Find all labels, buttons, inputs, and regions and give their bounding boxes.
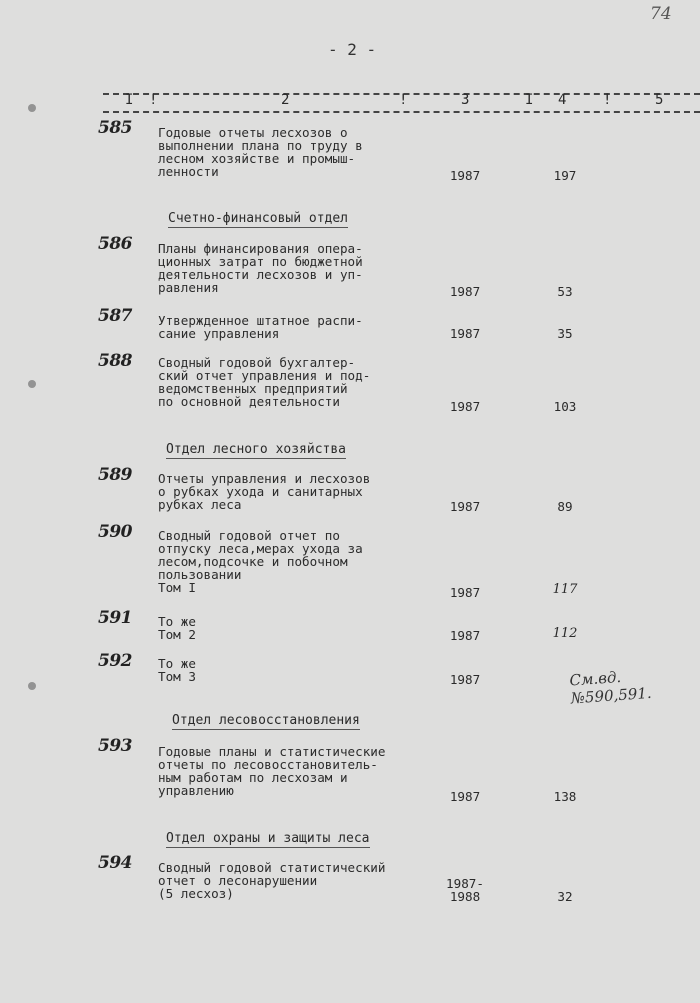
entry-year: 1987 bbox=[449, 585, 481, 600]
entry-year: 1987 bbox=[449, 628, 481, 643]
column-header-3: 3 bbox=[461, 92, 470, 108]
section-heading: Отдел лесного хозяйства bbox=[166, 442, 347, 457]
entry-title: То же Том 2 bbox=[158, 614, 196, 642]
entry-title: Сводный годовой бухгалтер- ский отчет управления и под- ведомственных предприятий по основной деятельности bbox=[158, 355, 371, 409]
section-heading: Отдел охраны и защиты леса bbox=[166, 831, 370, 846]
entry-title: Отчеты управления и лесхозов о рубках ухода и санитарных рубках леса bbox=[158, 471, 371, 512]
entry-number: 586 bbox=[98, 234, 132, 254]
section-heading: Отдел лесовосстановления bbox=[172, 713, 360, 728]
column-header-row: I ! 2 ! 3 I 4 ! 5 bbox=[103, 93, 700, 113]
entry-title: Утвержденное штатное распи- сание управления bbox=[158, 313, 363, 341]
binding-mark bbox=[28, 380, 36, 388]
entry-number: 587 bbox=[98, 306, 132, 326]
entry-sheets: 138 bbox=[553, 789, 577, 804]
binding-mark bbox=[28, 104, 36, 112]
entry-sheets: 103 bbox=[553, 399, 577, 414]
entry-sheets: 117 bbox=[552, 582, 578, 597]
entry-number: 591 bbox=[98, 608, 132, 628]
entry-number: 594 bbox=[98, 853, 132, 873]
entry-title: То же Том 3 bbox=[158, 656, 196, 684]
entry-sheets: 35 bbox=[557, 326, 573, 341]
column-header-2: 2 bbox=[281, 92, 290, 108]
archive-sheet-number: 74 bbox=[650, 4, 672, 24]
entry-title: Годовые планы и статистические отчеты по лесовосстановитель- ным работам по лесхозам и управлению bbox=[158, 744, 386, 798]
entry-year: 1987 bbox=[449, 326, 481, 341]
entry-year: 1987- 1988 bbox=[446, 876, 484, 904]
entry-title: Планы финансирования опера- ционных затрат по бюджетной деятельности лесхозов и уп- равления bbox=[158, 241, 363, 295]
entry-number: 588 bbox=[98, 351, 132, 371]
entry-number: 585 bbox=[98, 118, 132, 138]
entry-sheets: 89 bbox=[557, 499, 573, 514]
entry-year: 1987 bbox=[449, 399, 481, 414]
entry-title: Сводный годовой статистический отчет о лесонарушении (5 лесхоз) bbox=[158, 860, 386, 901]
entry-sheets: 197 bbox=[553, 168, 577, 183]
entry-number: 589 bbox=[98, 465, 132, 485]
entry-number: 590 bbox=[98, 522, 132, 542]
handwritten-note: См.вд.№590,591. bbox=[568, 667, 653, 708]
entry-sheets: 112 bbox=[552, 626, 578, 641]
entry-sheets: 53 bbox=[557, 284, 573, 299]
column-header-1: I bbox=[125, 92, 134, 108]
section-heading: Счетно-финансовый отдел bbox=[168, 211, 349, 226]
entry-year: 1987 bbox=[449, 168, 481, 183]
entry-year: 1987 bbox=[449, 499, 481, 514]
column-header-5: 5 bbox=[655, 92, 664, 108]
page-number: - 2 - bbox=[328, 40, 377, 59]
entry-title: Годовые отчеты лесхозов о выполнении плана по труду в лесном хозяйстве и промыш- ленности bbox=[158, 125, 363, 179]
binding-mark bbox=[28, 682, 36, 690]
entry-number: 593 bbox=[98, 736, 132, 756]
entry-number: 592 bbox=[98, 651, 132, 671]
entry-sheets: 32 bbox=[557, 889, 573, 904]
entry-year: 1987 bbox=[449, 672, 481, 687]
column-header-4: 4 bbox=[558, 92, 567, 108]
entry-year: 1987 bbox=[449, 789, 481, 804]
entry-title: Сводный годовой отчет по отпуску леса,мерах ухода за лесом,подсочке и побочном пользовании Том I bbox=[158, 528, 363, 595]
entry-year: 1987 bbox=[449, 284, 481, 299]
